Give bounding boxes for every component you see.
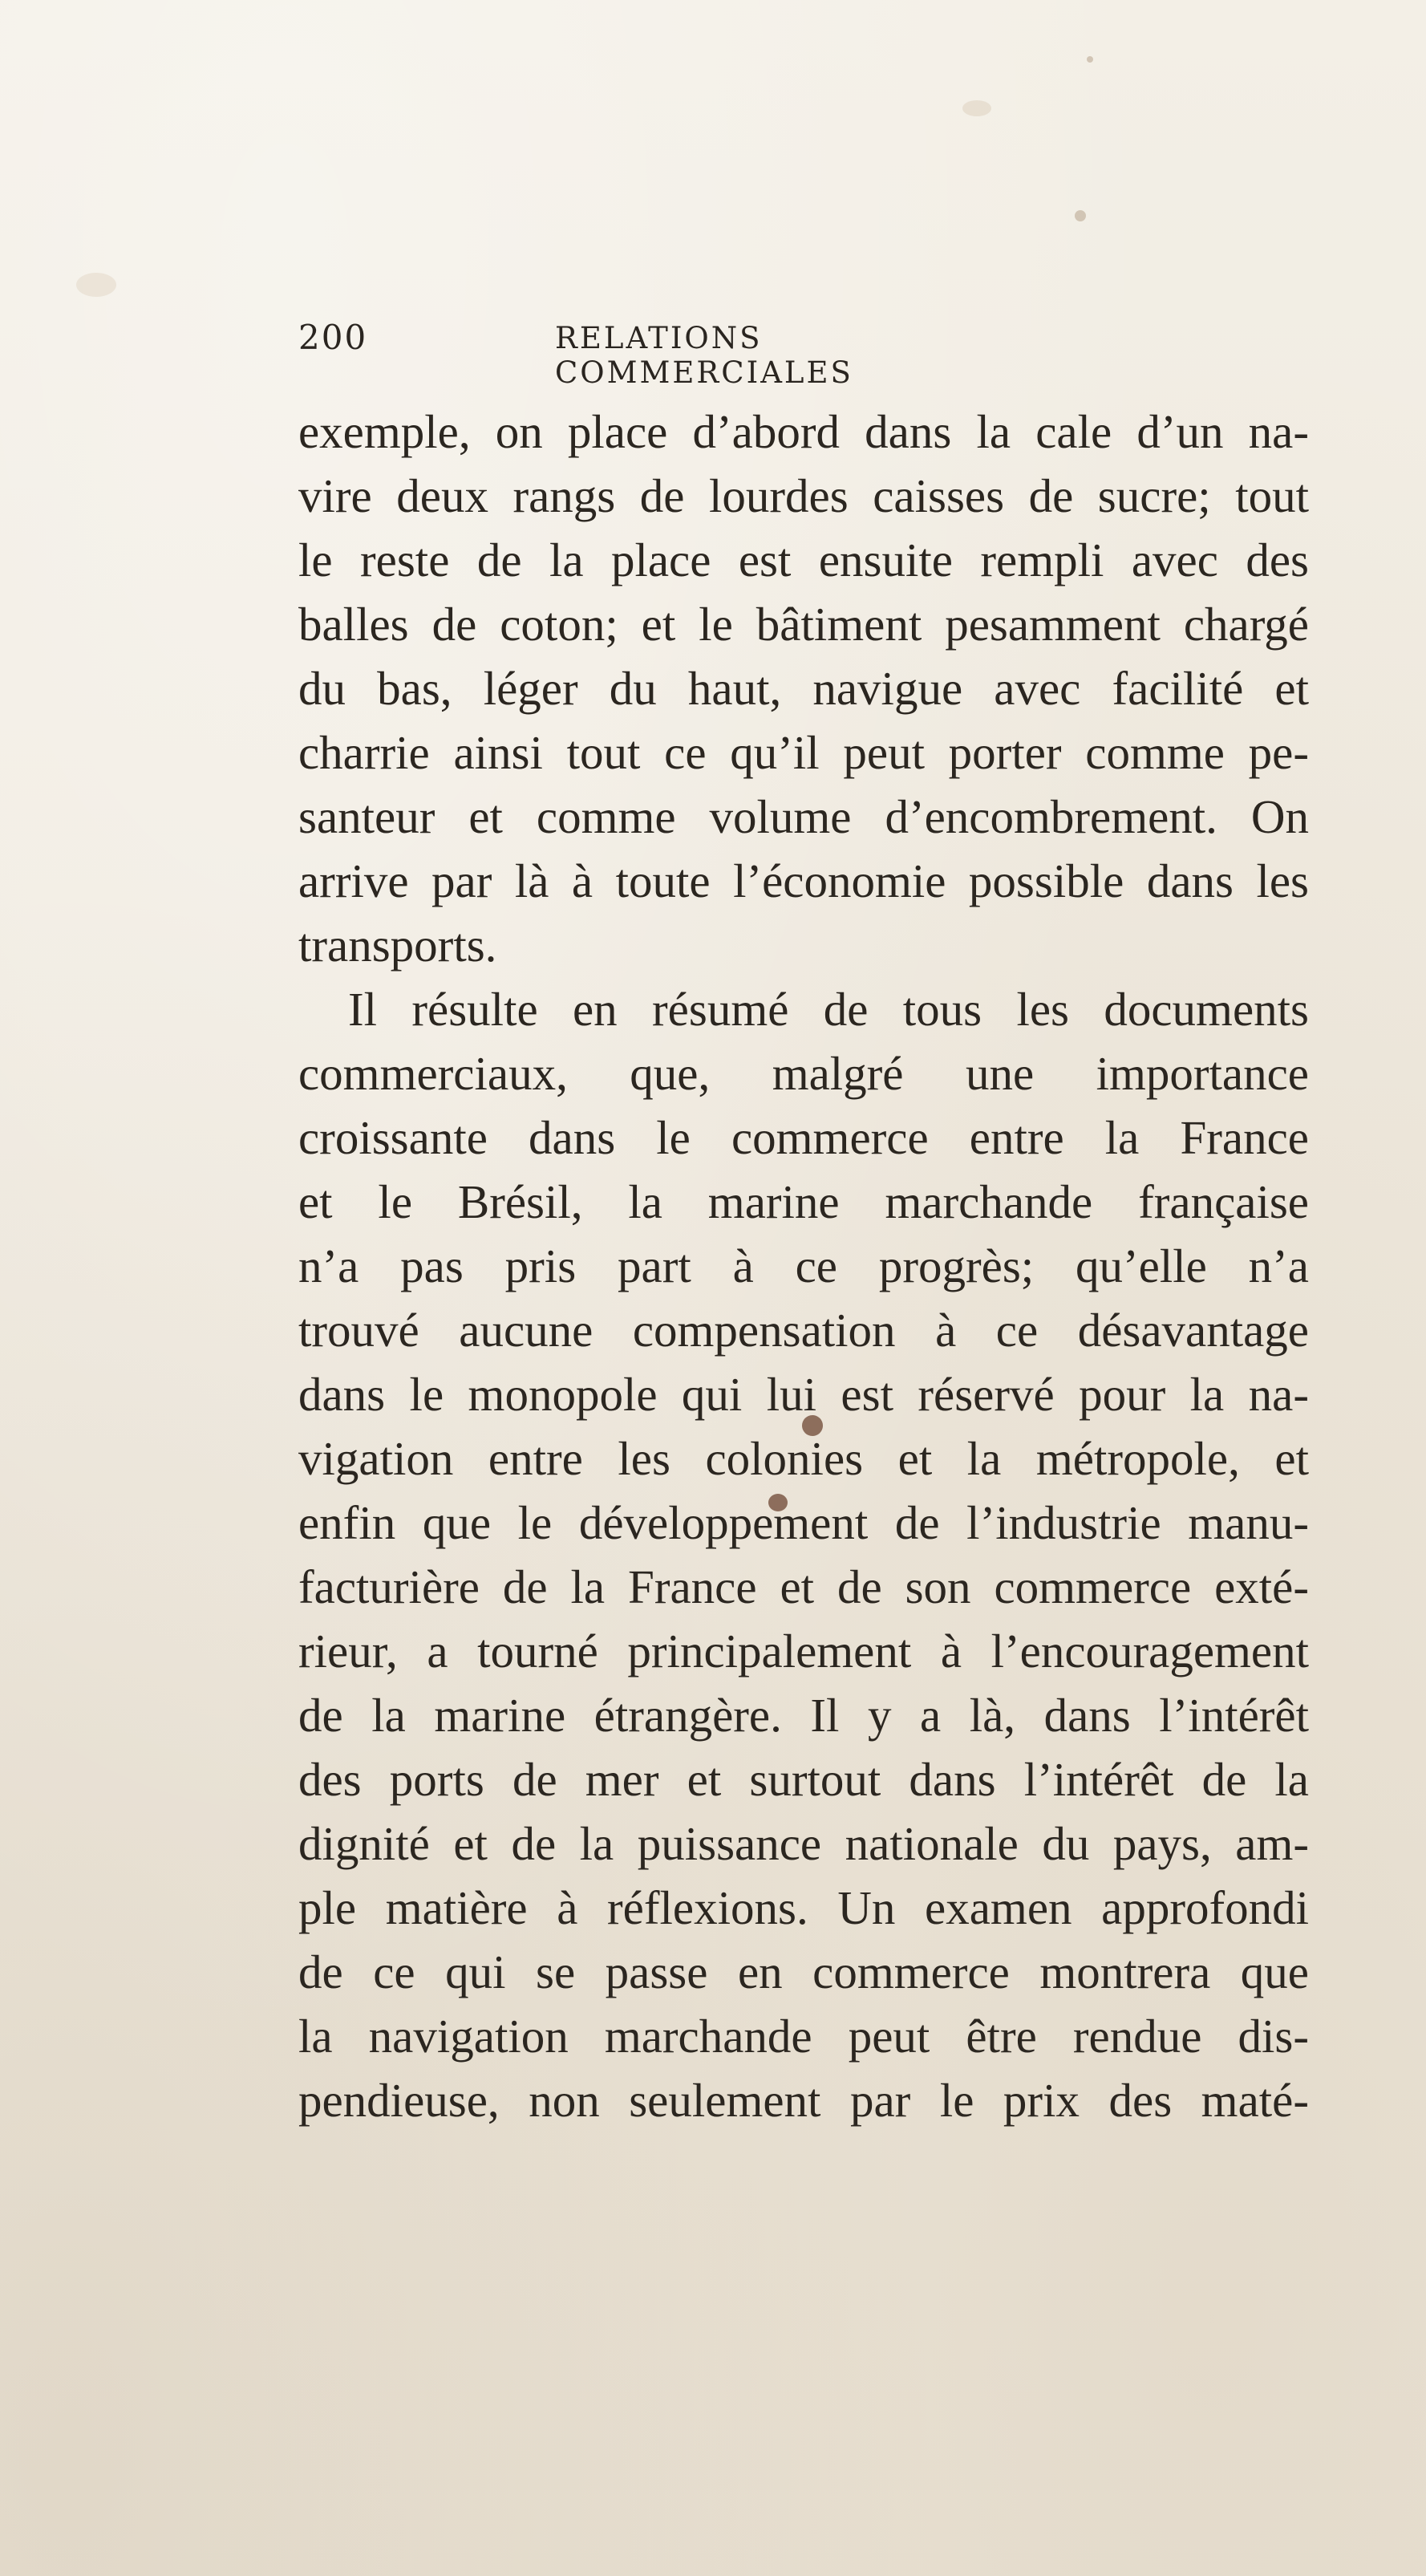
text-line: du bas, léger du haut, navigue avec facilité et [298,662,1309,715]
text-line: vire deux rangs de lourdes caisses de sucre; tout [298,469,1309,522]
text-line: ple matière à réflexions. Un examen approfondi [298,1881,1309,1934]
text-line: charrie ainsi tout ce qu’il peut porter comme pe- [298,726,1309,779]
text-line: la navigation marchande peut être rendue dis- [298,2010,1309,2063]
text-line: de ce qui se passe en commerce montrera que [298,1945,1309,1998]
text-line: des ports de mer et surtout dans l’intérêt de la [298,1753,1309,1806]
text-line: le reste de la place est ensuite rempli avec des [298,533,1309,586]
text-line: vigation entre les colonies et la métropole, et [298,1432,1309,1485]
paper-stain [1075,210,1086,221]
text-line: et le Brésil, la marine marchande française [298,1175,1309,1228]
text-line: pendieuse, non seulement par le prix des maté- [298,2074,1309,2127]
running-head [298,318,1052,390]
text-line: dignité et de la puissance nationale du pays, am- [298,1817,1309,1870]
text-line: dans le monopole qui lui est réservé pour la na- [298,1368,1309,1421]
paragraph-start-line: Il résulte en résumé de tous les documents [348,983,1309,1036]
page-number: 200 [298,318,368,357]
body-text [298,400,1309,2132]
text-line: facturière de la France et de son commerce exté- [298,1560,1309,1613]
text-line: rieur, a tourné principalement à l’encouragement [298,1625,1309,1677]
text-line: croissante dans le commerce entre la France [298,1111,1309,1164]
text-line: transports. [298,919,497,972]
text-line: balles de coton; et le bâtiment pesamment chargé [298,598,1309,651]
text-line: enfin que le développement de l’industrie manu- [298,1496,1309,1549]
running-head-title: RELATIONS COMMERCIALES [555,321,853,390]
text-line: exemple, on place d’abord dans la cale d’un na- [298,405,1309,458]
text-line: commerciaux, que, malgré une importance [298,1047,1309,1100]
text-line: arrive par là à toute l’économie possible dans les [298,854,1309,907]
text-line: n’a pas pris part à ce progrès; qu’elle n’a [298,1239,1309,1292]
text-line: santeur et comme volume d’encombrement. On [298,790,1309,843]
paper-stain [962,100,991,116]
paper-stain [1087,56,1093,63]
text-line: trouvé aucune compensation à ce désavantage [298,1304,1309,1357]
paper-stain [76,273,116,297]
text-line: de la marine étrangère. Il y a là, dans l’intérêt [298,1689,1309,1742]
